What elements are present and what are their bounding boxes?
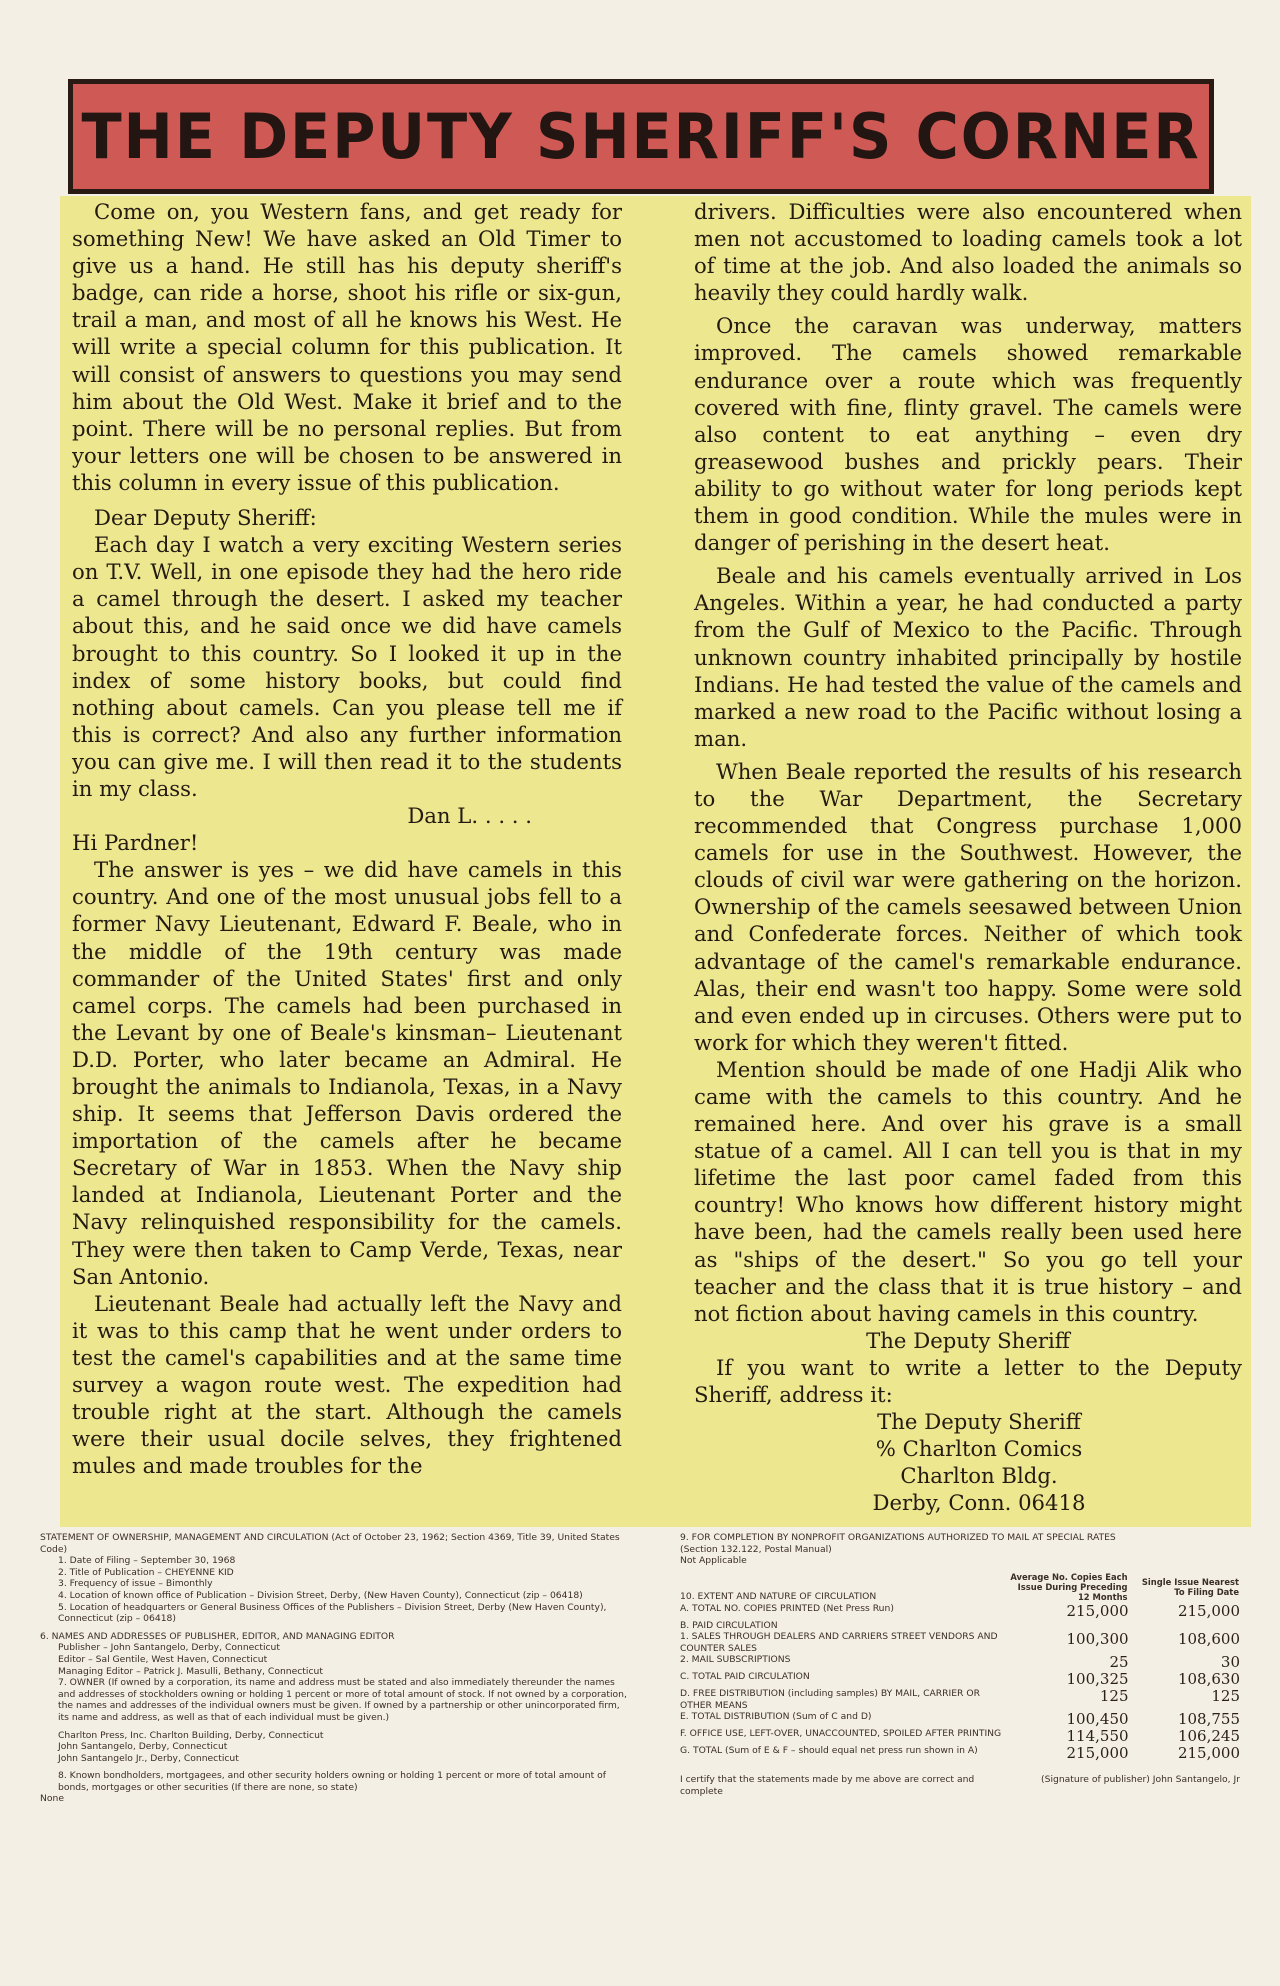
circulation-label: B. PAID CIRCULATION [680,1619,778,1631]
circulation-row [680,1711,1240,1728]
circulation-avg: 100,325 [1066,1670,1129,1689]
article-column-left [72,198,622,1479]
letter-body: Each day I watch a very exciting Western series on T.V. Well, in one episode they had the hero ride a camel through the desert. I asked my teacher about this, and he said once we did have camels brought to this country. So I looked it up in the index of some history books, but could find nothing about camels. Can you please tell me if this is correct? And also any further information you can give me. I will then read it to the students in my class. [72,532,622,801]
statement-item: (Section 132.122, Postal Manual) [680,1543,832,1555]
col-single-header: Single Issue Nearest To Filing Date [1141,1576,1239,1597]
circulation-single: 108,755 [1177,1710,1240,1729]
statement-item: Charlton Press, Inc. Charlton Building, Derby, Connecticut [58,1729,324,1741]
statement-item: 3. Frequency of issue – Bimonthly [58,1578,213,1590]
circulation-label: A. TOTAL NO. COPIES PRINTED (Net Press Run) [680,1602,894,1614]
statement-left [40,1532,630,1805]
certify-text: I certify that the statements made by me above are correct and complete [680,1774,975,1797]
circulation-label: D. FREE DISTRIBUTION (including samples) BY MAIL, CARRIER OR OTHER MEANS [680,1688,980,1711]
statement-item: Publisher – John Santangelo, Derby, Connecticut [58,1642,280,1654]
circulation-row [680,1654,1240,1671]
title-banner [68,79,1214,194]
circulation-avg: 25 [1109,1653,1129,1672]
paragraph-drivers: drivers. Difficulties were also encountered when men not accustomed to loading camels took a lot of time at the job. And also loaded the animals so heavily they could hardly walk. [694,199,1242,306]
circulation-label: 2. MAIL SUBSCRIPTIONS [680,1654,791,1666]
circulation-single: 106,245 [1177,1727,1240,1746]
reply-salutation: Hi Pardner! [72,830,199,856]
address-line-2: % Charlton Comics [875,1436,1083,1462]
circulation-label: C. TOTAL PAID CIRCULATION [680,1671,810,1683]
statement-item: 4. Location of known office of Publication – Division Street, Derby, (New Haven County), Connecticut (zip – 06418) [58,1589,583,1601]
circulation-row [680,1688,1240,1711]
statement-item: Editor – Sal Gentile, West Haven, Connecticut [58,1653,268,1665]
statement-item: 9. FOR COMPLETION BY NONPROFIT ORGANIZATIONS AUTHORIZED TO MAIL AT SPECIAL RATES [680,1532,1116,1543]
article-column-right [694,198,1242,1517]
circulation-row [680,1631,1240,1654]
address-line-1: The Deputy Sheriff [877,1409,1081,1435]
paragraph-los-angeles: Beale and his camels eventually arrived in Los Angeles. Within a year, he had conducted a party from the Gulf of Mexico to the Pacific. Through unknown country inhabited principally by hostile Indians. He had tested the value of the camels and marked a new road to the Pacific without losing a man. [694,563,1242,751]
circulation-single: 215,000 [1177,1744,1240,1763]
col-average-header: Average No. Copies Each Issue During Preceding 12 Months [1010,1571,1128,1602]
statement-item: Not Applicable [680,1555,747,1567]
statement-item: Managing Editor – Patrick J. Masulli, Bethany, Connecticut [58,1665,323,1677]
banner-title: THE DEPUTY SHERIFF'S CORNER [81,100,1201,173]
certification [680,1774,1240,1797]
statement-heading: STATEMENT OF OWNERSHIP, MANAGEMENT AND CIRCULATION (Act of October 23, 1962; Section 4369, Title 39, United States Code) [40,1532,620,1555]
statement-right [680,1532,1240,1797]
circulation-label: 1. SALES THROUGH DEALERS AND CARRIERS STREET VENDORS AND COUNTER SALES [680,1631,998,1654]
ownership-statement [40,1532,1240,1952]
statement-item: John Santangelo Jr., Derby, Connecticut [58,1752,239,1764]
column-signature: The Deputy Sheriff [866,1327,1070,1353]
circulation-avg: 100,450 [1066,1710,1129,1729]
circulation-single: 108,630 [1177,1670,1240,1689]
statement-item: John Santangelo, Derby, Connecticut [58,1741,228,1753]
circulation-single: 125 [1211,1687,1240,1706]
paragraph-hadji-alik: Mention should be made of one Hadji Alik who came with the camels to this country. And he remained here. And over his grave is a small statue of a camel. All I can tell you is that in my lifetime the last poor camel faded from this country! Who knows how different history might have been, had the camels really been used here as "ships of the desert." So you go tell your teacher and the class that it is true history – and not fiction about having camels in this country. [694,1056,1242,1326]
circulation-avg: 114,550 [1066,1727,1129,1746]
circulation-label: G. TOTAL (Sum of E & F – should equal net press run shown in A) [680,1745,978,1757]
circulation-label: F. OFFICE USE, LEFT-OVER, UNACCOUNTED, SPOILED AFTER PRINTING [680,1728,1002,1740]
circulation-avg: 215,000 [1066,1744,1129,1763]
publisher-signature: (Signature of publisher) John Santangelo, Jr [1041,1774,1240,1786]
circulation-label: E. TOTAL DISTRIBUTION (Sum of C and D) [680,1711,872,1723]
statement-item: 5. Location of headquarters or General Business Offices of the Publishers – Division Street, Derby (New Haven County), Connecticut (zip – 06418) [58,1601,607,1625]
paragraph-war-department: When Beale reported the results of his research to the War Department, the Secretary recommended that Congress purchase 1,000 camels for use in the Southwest. However, the clouds of civil war were gathering on the horizon. Ownership of the camels seesawed between Union and Confederate forces. Neither of which took advantage of the camel's remarkable endurance. Alas, their end wasn't too happy. Some were sold and even ended up in circuses. Others were put to work for which they weren't fitted. [694,758,1242,1055]
address-line-3: Charlton Bldg. [900,1463,1058,1489]
article-panel [60,196,1251,1527]
circulation-single: 30 [1220,1653,1240,1672]
letter-signoff: Dan L. . . . . [407,803,532,829]
circulation-avg: 215,000 [1066,1601,1129,1620]
circulation-single: 215,000 [1177,1601,1240,1620]
circulation-row [680,1620,1240,1632]
statement-item: 7. OWNER (If owned by a corporation, its name and address must be stated and also immediately thereunder the names and addresses of stockholders owning or holding 1 percent or more of total amount of stock. If not owned by a corporation, the names and addresses of the individual owners must be given. If owned by a partnership or other unincorporated firm, its name and address, as well as that of each individual must be given.) [58,1677,627,1723]
statement-item: 1. Date of Filing – September 30, 1968 [58,1555,236,1567]
paragraph-caravan: Once the caravan was underway, matters improved. The camels showed remarkable endurance over a route which was frequently covered with fine, flinty gravel. The camels were also content to eat anything – even dry greasewood bushes and prickly pears. Their ability to go without water for long periods kept them in good condition. While the mules were in danger of perishing in the desert heat. [694,313,1242,556]
letter-salutation: Dear Deputy Sheriff: [94,505,317,531]
write-in-instructions: If you want to write a letter to the Deputy Sheriff, address it: [694,1354,1242,1408]
statement-item: 6. NAMES AND ADDRESSES OF PUBLISHER, EDITOR, AND MANAGING EDITOR [40,1630,395,1642]
circulation-heading: 10. EXTENT AND NATURE OF CIRCULATION [680,1591,877,1603]
statement-item: 8. Known bondholders, mortgagees, and other security holders owning or holding 1 percent or more of total amount of bonds, mortgages or other securities (If there are none, so state) [58,1770,606,1793]
circulation-row [680,1745,1240,1762]
paragraph-answer: The answer is yes – we did have camels in this country. And one of the most unusual jobs fell to a former Navy Lieutenant, Edward F. Beale, who in the middle of the 19th century was made commander of the United States' first and only camel corps. The camels had been purchased in the Levant by one of Beale's kinsman– Lieutenant D.D. Porter, who later became an Admiral. He brought the animals to Indianola, Texas, in a Navy ship. It seems that Jefferson Davis ordered the importation of the camels after he became Secretary of War in 1853. When the Navy ship landed at Indianola, Lieutenant Porter and the Navy relinquished responsibility for the camels. They were then taken to Camp Verde, Texas, near San Antonio. [72,857,622,1289]
circulation-avg: 125 [1099,1687,1129,1706]
paragraph-beale: Lieutenant Beale had actually left the Navy and it was to this camp that he went under orders to test the camel's capabilities and at the same time survey a wagon route west. The expedition had trouble right at the start. Although the camels were their usual docile selves, they frightened mules and made troubles for the [72,1290,622,1479]
paragraph-intro: Come on, you Western fans, and get ready for something New! We have asked an Old Timer to give us a hand. He still has his deputy sheriff's badge, can ride a horse, shoot his rifle or six-gun, trail a man, and most of all he knows his West. He will write a special column for this publication. It will consist of answers to questions you may send him about the Old West. Make it brief and to the point. There will be no personal replies. But from your letters one will be chosen to be answered in this column in every issue of this publication. [72,199,622,495]
statement-item: None [40,1793,64,1805]
circulation-table [680,1571,1240,1763]
circulation-row [680,1728,1240,1745]
address-line-4: Derby, Conn. 06418 [872,1490,1086,1516]
circulation-row [680,1671,1240,1688]
circulation-single: 108,600 [1177,1630,1240,1649]
circulation-row [680,1603,1240,1620]
statement-item: 2. Title of Publication – CHEYENNE KID [58,1566,234,1578]
circulation-avg: 100,300 [1066,1630,1129,1649]
